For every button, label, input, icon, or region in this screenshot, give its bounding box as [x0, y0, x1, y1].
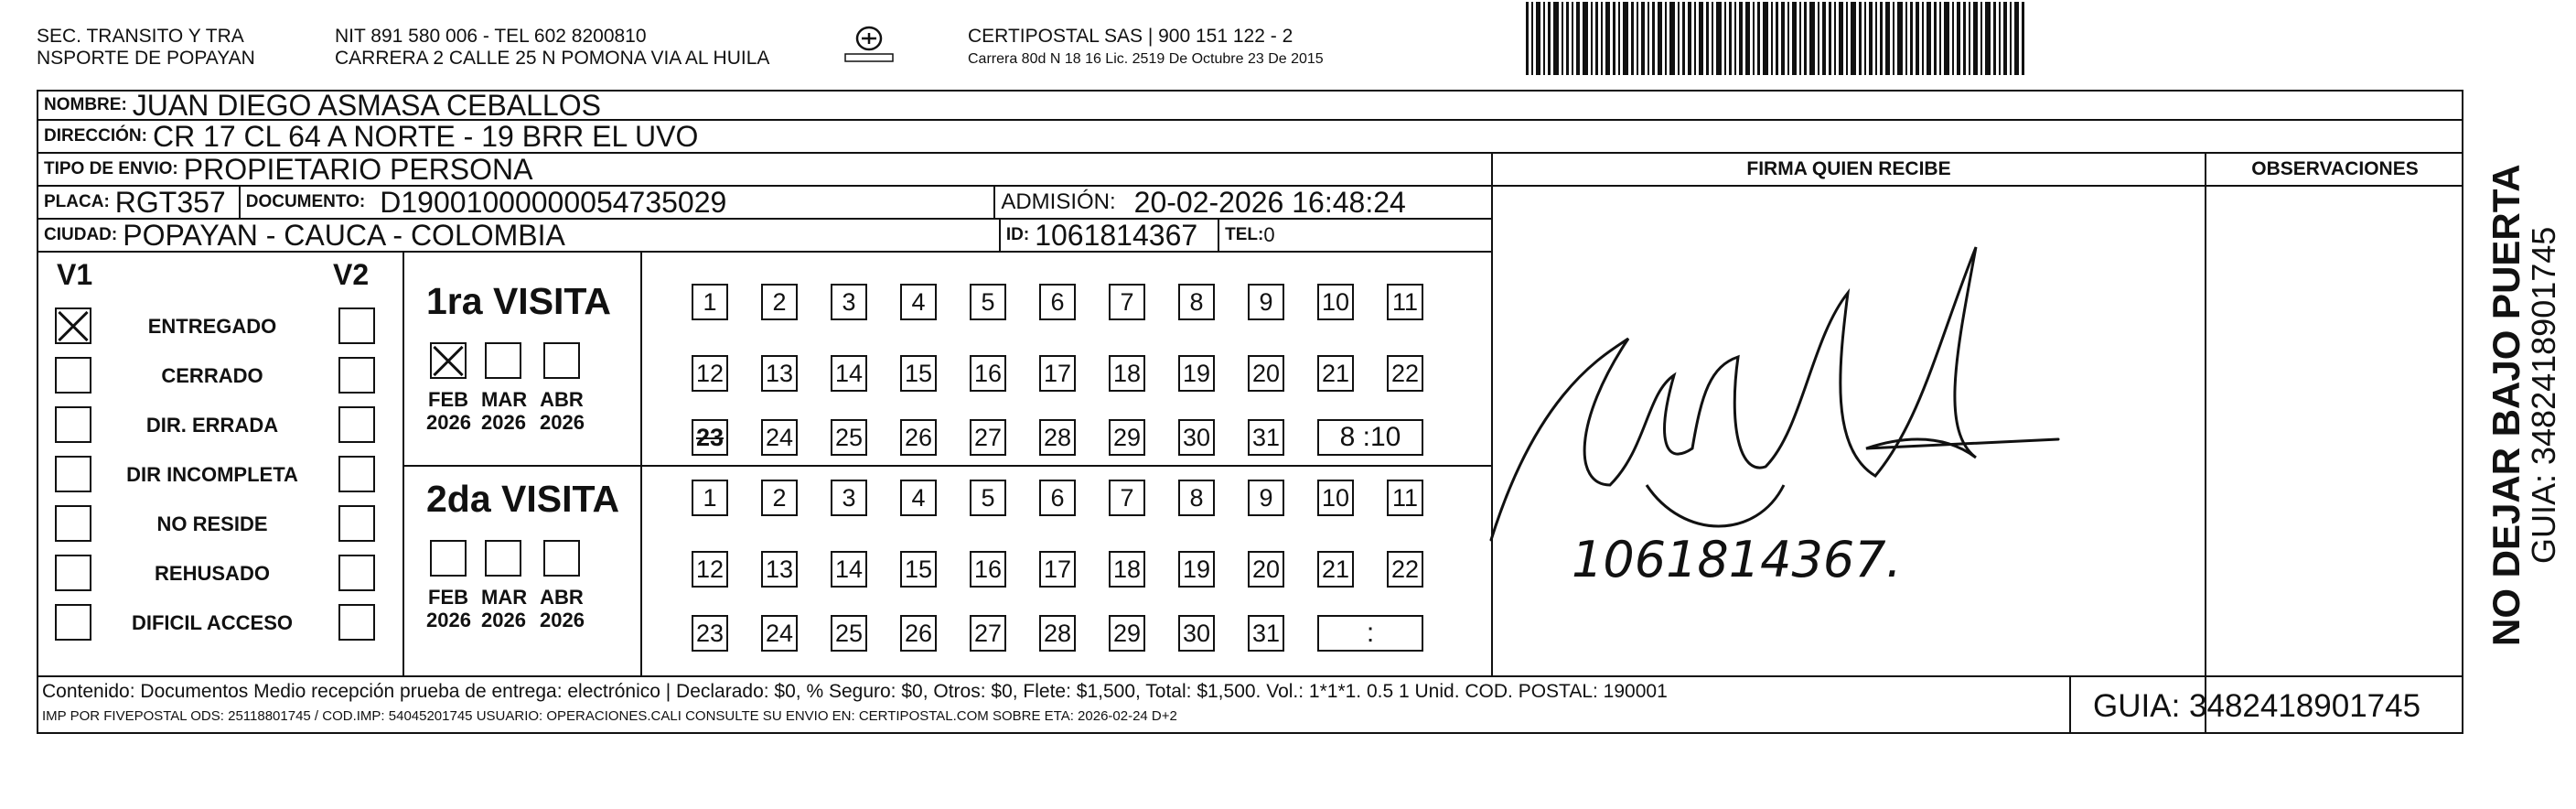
- tipo-envio-label: TIPO DE ENVIO:: [44, 159, 178, 178]
- id-value: 1061814367: [1035, 220, 1198, 252]
- visit1-day-27[interactable]: 27: [970, 419, 1006, 456]
- direccion-row: [37, 121, 2463, 154]
- no-dejar-bajo-puerta: NO DEJAR BAJO PUERTA: [2485, 164, 2528, 646]
- carrier-logo: [842, 24, 896, 66]
- visit2-day-19[interactable]: 19: [1178, 551, 1215, 588]
- nombre-row: [37, 90, 2463, 121]
- visit1-day-1[interactable]: 1: [692, 284, 728, 320]
- tel-value: 0: [1263, 223, 1275, 246]
- visit1-year-label-0: 2026: [426, 411, 471, 434]
- id-label: ID:: [1005, 225, 1030, 244]
- visit2-day-4[interactable]: 4: [900, 480, 937, 516]
- visit1-day-19[interactable]: 19: [1178, 355, 1215, 392]
- side-guia: GUIA: 3482418901745: [2525, 226, 2562, 564]
- v1-checkbox-6[interactable]: [55, 604, 91, 641]
- placa-label: PLACA:: [44, 192, 110, 211]
- reason-label-0: ENTREGADO: [147, 315, 277, 338]
- visit1-title: 1ra VISITA: [426, 280, 612, 322]
- reason-label-5: REHUSADO: [155, 562, 270, 585]
- visit2-year-label-1: 2026: [481, 609, 526, 631]
- reason-label-3: DIR INCOMPLETA: [126, 463, 298, 486]
- visit1-day-16[interactable]: 16: [970, 355, 1006, 392]
- v2-checkbox-2[interactable]: [338, 406, 375, 443]
- visit2-day-13[interactable]: 13: [761, 551, 798, 588]
- visit2-day-9[interactable]: 9: [1248, 480, 1284, 516]
- visit2-day-20[interactable]: 20: [1248, 551, 1284, 588]
- visit1-month-label-1: MAR: [481, 388, 528, 411]
- visit1-day-10[interactable]: 10: [1317, 284, 1354, 320]
- v1-checkbox-1[interactable]: [55, 357, 91, 394]
- visit2-day-26[interactable]: 26: [900, 615, 937, 652]
- visit1-day-21[interactable]: 21: [1317, 355, 1354, 392]
- carrier-address: Carrera 80d N 18 16 Lic. 2519 De Octubre 23 De 2015: [968, 51, 1324, 67]
- visit2-day-12[interactable]: 12: [692, 551, 728, 588]
- visit2-day-1[interactable]: 1: [692, 480, 728, 516]
- placa-value: RGT357: [114, 187, 226, 219]
- visit2-day-6[interactable]: 6: [1039, 480, 1076, 516]
- visit1-day-5[interactable]: 5: [970, 284, 1006, 320]
- nit-line: NIT 891 580 006 - TEL 602 8200810: [335, 26, 647, 47]
- v1-checkbox-5[interactable]: [55, 555, 91, 591]
- visit2-day-21[interactable]: 21: [1317, 551, 1354, 588]
- visit2-day-5[interactable]: 5: [970, 480, 1006, 516]
- visit2-day-18[interactable]: 18: [1109, 551, 1145, 588]
- visit1-day-30[interactable]: 30: [1178, 419, 1215, 456]
- visit1-month-checkbox-2[interactable]: [543, 342, 580, 379]
- tel-label: TEL:: [1225, 225, 1264, 244]
- tipo-envio-value: PROPIETARIO PERSONA: [183, 154, 533, 186]
- nombre-label: NOMBRE:: [44, 95, 127, 114]
- visit1-day-28[interactable]: 28: [1039, 419, 1076, 456]
- visit2-day-28[interactable]: 28: [1039, 615, 1076, 652]
- visit1-day-18[interactable]: 18: [1109, 355, 1145, 392]
- v2-checkbox-1[interactable]: [338, 357, 375, 394]
- visit2-month-label-2: ABR: [540, 586, 584, 609]
- visit1-day-22[interactable]: 22: [1387, 355, 1423, 392]
- visit1-day-4[interactable]: 4: [900, 284, 937, 320]
- visit2-day-7[interactable]: 7: [1109, 480, 1145, 516]
- v1-checkbox-0[interactable]: [55, 307, 91, 344]
- v2-checkbox-4[interactable]: [338, 505, 375, 542]
- footer-guia: GUIA: 3482418901745: [2093, 688, 2421, 724]
- visit1-day-20[interactable]: 20: [1248, 355, 1284, 392]
- visit1-month-label-0: FEB: [428, 388, 468, 411]
- v1-checkbox-4[interactable]: [55, 505, 91, 542]
- address-line: CARRERA 2 CALLE 25 N POMONA VIA AL HUILA: [335, 48, 770, 69]
- v1-checkbox-3[interactable]: [55, 456, 91, 492]
- visit2-month-checkbox-2[interactable]: [543, 540, 580, 577]
- footer-line2: IMP POR FIVEPOSTAL ODS: 25118801745 / COD.IMP: 54045201745 USUARIO: OPERACIONES.CALI CONSULTE SU ENVIO EN: CERTIPOSTAL.COM SOBRE ETA: 2026-02-24 D+2: [42, 708, 1177, 724]
- org-name-line1: SEC. TRANSITO Y TRA: [37, 26, 244, 47]
- tipo-envio-row: [37, 154, 1493, 187]
- v1-checkbox-2[interactable]: [55, 406, 91, 443]
- v1-label: V1: [57, 258, 93, 291]
- visit2-day-10[interactable]: 10: [1317, 480, 1354, 516]
- direccion-label: DIRECCIÓN:: [44, 126, 147, 146]
- visit1-day-11[interactable]: 11: [1387, 284, 1423, 320]
- reason-label-6: DIFICIL ACCESO: [131, 611, 293, 634]
- ciudad-row: [37, 220, 1493, 253]
- observaciones-divider: [2205, 154, 2206, 734]
- visit1-day-8[interactable]: 8: [1178, 284, 1215, 320]
- visit1-year-label-1: 2026: [481, 411, 526, 434]
- visit1-day-29[interactable]: 29: [1109, 419, 1145, 456]
- placa-row: [37, 187, 1493, 220]
- visit2-month-checkbox-0[interactable]: [430, 540, 467, 577]
- visit1-day-15[interactable]: 15: [900, 355, 937, 392]
- visit1-day-7[interactable]: 7: [1109, 284, 1145, 320]
- visit2-day-30[interactable]: 30: [1178, 615, 1215, 652]
- visit2-day-16[interactable]: 16: [970, 551, 1006, 588]
- v2-label: V2: [333, 258, 370, 291]
- visit1-day-12[interactable]: 12: [692, 355, 728, 392]
- visit2-day-3[interactable]: 3: [831, 480, 867, 516]
- visit2-year-label-2: 2026: [540, 609, 585, 631]
- visit1-day-25[interactable]: 25: [831, 419, 867, 456]
- visit2-month-checkbox-1[interactable]: [485, 540, 521, 577]
- visit1-time-box[interactable]: 8 :10: [1317, 419, 1423, 456]
- footer-divider: [37, 675, 2463, 677]
- visit2-day-25[interactable]: 25: [831, 615, 867, 652]
- visit2-month-label-0: FEB: [428, 586, 468, 609]
- barcode: [1526, 2, 2027, 75]
- visit2-day-23[interactable]: 23: [692, 615, 728, 652]
- v2-checkbox-5[interactable]: [338, 555, 375, 591]
- visit1-month-checkbox-0[interactable]: [430, 342, 467, 379]
- visit1-day-14[interactable]: 14: [831, 355, 867, 392]
- visit1-day-31[interactable]: 31: [1248, 419, 1284, 456]
- visit1-day-23[interactable]: 23: [692, 419, 728, 456]
- visit1-day-13[interactable]: 13: [761, 355, 798, 392]
- carrier-line: CERTIPOSTAL SAS | 900 151 122 - 2: [968, 26, 1293, 47]
- observaciones-header: OBSERVACIONES: [2206, 154, 2463, 187]
- visit-divider: [404, 465, 1491, 467]
- visit2-day-31[interactable]: 31: [1248, 615, 1284, 652]
- v2-checkbox-3[interactable]: [338, 456, 375, 492]
- admision-label: ADMISIÓN:: [1001, 189, 1116, 214]
- visit2-day-11[interactable]: 11: [1387, 480, 1423, 516]
- guia-divider: [2069, 677, 2071, 734]
- visit2-day-15[interactable]: 15: [900, 551, 937, 588]
- visit2-day-22[interactable]: 22: [1387, 551, 1423, 588]
- firma-header: FIRMA QUIEN RECIBE: [1493, 154, 2205, 187]
- visit1-day-24[interactable]: 24: [761, 419, 798, 456]
- v2-checkbox-6[interactable]: [338, 604, 375, 641]
- v2-checkbox-0[interactable]: [338, 307, 375, 344]
- visit1-day-17[interactable]: 17: [1039, 355, 1076, 392]
- direccion-value: CR 17 CL 64 A NORTE - 19 BRR EL UVO: [152, 121, 699, 153]
- visit1-month-checkbox-1[interactable]: [485, 342, 521, 379]
- visit1-day-6[interactable]: 6: [1039, 284, 1076, 320]
- org-name-line2: NSPORTE DE POPAYAN: [37, 48, 255, 69]
- visit2-day-17[interactable]: 17: [1039, 551, 1076, 588]
- visit2-day-14[interactable]: 14: [831, 551, 867, 588]
- documento-label: DOCUMENTO:: [245, 192, 366, 211]
- ciudad-label: CIUDAD:: [44, 225, 118, 244]
- visit2-year-label-0: 2026: [426, 609, 471, 631]
- visit2-day-27[interactable]: 27: [970, 615, 1006, 652]
- documento-value: D19001000000054735029: [380, 187, 727, 219]
- footer-line1: Contenido: Documentos Medio recepción prueba de entrega: electrónico | Declarado: $0, % Seguro: $0, Otros: $0, Flete: $1,500, Total: $1,500. Vol.: 1*1*1. 0.5 1 Unid. COD. POSTAL: 190001: [42, 681, 1668, 702]
- reason-label-4: NO RESIDE: [156, 512, 268, 535]
- visit1-year-label-2: 2026: [540, 411, 585, 434]
- visit2-day-8[interactable]: 8: [1178, 480, 1215, 516]
- visit1-day-9[interactable]: 9: [1248, 284, 1284, 320]
- visit1-day-26[interactable]: 26: [900, 419, 937, 456]
- visit2-day-29[interactable]: 29: [1109, 615, 1145, 652]
- visit2-day-24[interactable]: 24: [761, 615, 798, 652]
- nombre-value: JUAN DIEGO ASMASA CEBALLOS: [132, 90, 601, 121]
- admision-value: 20-02-2026 16:48:24: [1133, 187, 1406, 219]
- visit1-day-3[interactable]: 3: [831, 284, 867, 320]
- handwritten-id: 1061814367.: [1572, 531, 1902, 588]
- visit1-month-label-2: ABR: [540, 388, 584, 411]
- visit2-title: 2da VISITA: [426, 478, 620, 520]
- visit2-day-2[interactable]: 2: [761, 480, 798, 516]
- ciudad-value: POPAYAN - CAUCA - COLOMBIA: [123, 220, 565, 252]
- visit1-day-2[interactable]: 2: [761, 284, 798, 320]
- reason-label-2: DIR. ERRADA: [145, 414, 279, 437]
- visit2-month-label-1: MAR: [481, 586, 528, 609]
- visit2-time-box[interactable]: :: [1317, 615, 1423, 652]
- reason-label-1: CERRADO: [161, 364, 263, 387]
